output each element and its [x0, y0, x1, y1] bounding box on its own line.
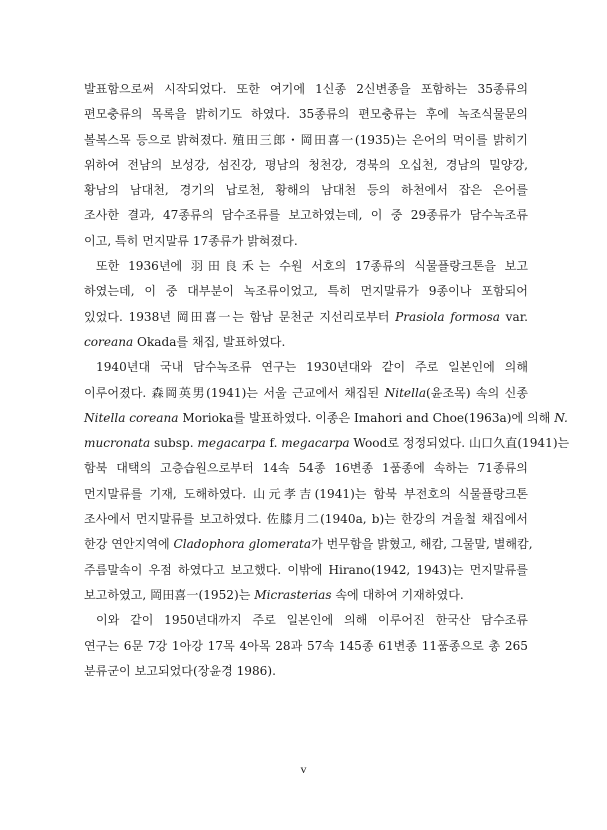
- text-segment: 이고, 특히 먼지말류 17종류가 밝혀졌다.: [84, 233, 298, 248]
- text-segment: 보고하였고, 岡田喜一(1952)는: [84, 587, 255, 602]
- italic-taxon-name: mucronata: [84, 436, 151, 451]
- italic-taxon-name: Prasiola formosa: [395, 309, 500, 324]
- text-segment: 분류군이 보고되었다(장윤경 1986).: [84, 663, 276, 678]
- text-line: [84, 431, 570, 456]
- italic-taxon-name: Micrasterias: [254, 587, 332, 602]
- text-segment: 속에 대하여 기재하였다.: [331, 587, 464, 602]
- text-line: [84, 279, 528, 304]
- text-segment: 위하여 전남의 보성강, 섬진강, 평남의 청천강, 경북의 오십천, 경남의 밀양강,: [84, 157, 528, 172]
- text-segment: Morioka를 발표하였다. 이종은 Imahori and Choe(1963a)에 의해: [178, 410, 555, 425]
- text-segment: 또한 1936년에 羽田良禾는 수원 서호의 17종류의 식물플랑크톤을 보고: [96, 259, 528, 274]
- text-segment: subsp.: [150, 436, 198, 451]
- italic-taxon-name: Cladophora glomerata: [173, 537, 312, 552]
- text-segment: Okada를 채집, 발표하였다.: [133, 334, 286, 349]
- italic-taxon-name: megacarpa: [197, 436, 266, 451]
- italic-taxon-name: N.: [554, 410, 568, 425]
- text-segment: 함북 대택의 고층습원으로부터 14속 54종 16변종 1품종에 속하는 71종류의: [84, 461, 528, 476]
- text-line: [84, 254, 528, 279]
- text-line: [84, 583, 528, 608]
- text-line: [84, 659, 528, 684]
- body-text: [84, 77, 570, 684]
- text-segment: 조사한 결과, 47종류의 담수조류를 보고하였는데, 이 중 29종류가 담수녹조류: [84, 208, 528, 223]
- text-segment: f.: [265, 436, 282, 451]
- text-segment: 있었다. 1938년 岡田喜一는 함남 문천군 지선리로부터: [84, 309, 396, 324]
- text-line: [84, 406, 568, 431]
- text-segment: 볼복스목 등으로 밝혀졌다. 殖田三郎・岡田喜一(1935)는 은어의 먹이를 밝히기: [84, 132, 528, 147]
- text-segment: (윤조목) 속의 신종: [426, 385, 528, 400]
- text-line: [84, 178, 528, 203]
- text-line: [84, 482, 528, 507]
- text-line: [84, 634, 528, 659]
- text-segment: 황남의 남대천, 경기의 납로천, 황해의 남대천 등의 하천에서 잡은 은어를: [84, 183, 528, 198]
- text-line: [84, 532, 533, 557]
- text-segment: 연구는 6문 7강 1아강 17목 4아목 28과 57속 145종 61변종 11품종으로 총 265: [84, 638, 528, 653]
- text-segment: 편모충류의 목록을 밝히기도 하였다. 35종류의 편모충류는 후에 녹조식물문의: [84, 107, 528, 122]
- text-line: [84, 507, 528, 532]
- text-segment: 발표함으로써 시작되었다. 또한 여기에 1신종 2신변종을 포함하는 35종류의: [84, 82, 528, 96]
- text-line: [84, 558, 528, 583]
- text-segment: 이루어졌다. 森岡英男(1941)는 서울 근교에서 채집된: [84, 385, 385, 400]
- page-number: v: [300, 762, 307, 776]
- italic-taxon-name: megacarpa: [281, 436, 350, 451]
- text-line: [84, 381, 528, 406]
- text-segment: 하였는데, 이 중 대부분이 녹조류이었고, 특히 먼지말류가 9종이나 포함되어: [84, 284, 528, 299]
- text-line: [84, 355, 528, 380]
- text-line: [84, 229, 528, 254]
- text-segment: 1940년대 국내 담수녹조류 연구는 1930년대와 같이 주로 일본인에 의해: [96, 360, 528, 375]
- italic-taxon-name: Nitella coreana: [84, 410, 179, 425]
- text-line: [84, 330, 528, 355]
- italic-taxon-name: Nitella: [384, 385, 427, 400]
- text-segment: 주름말속이 우점 하였다고 보고했다. 이밖에 Hirano(1942, 1943)는 먼지말류를: [84, 562, 528, 577]
- text-line: [84, 608, 528, 633]
- text-segment: 가 번무함을 밝혔고, 해캄, 그물말, 별해캄,: [311, 537, 533, 552]
- text-line: [84, 305, 528, 330]
- italic-taxon-name: coreana: [84, 334, 134, 349]
- text-segment: Wood로 정정되었다. 山口久直(1941)는: [349, 436, 570, 451]
- text-line: [84, 203, 528, 228]
- text-segment: 이와 같이 1950년대까지 주로 일본인에 의해 이루어진 한국산 담수조류: [96, 613, 528, 628]
- text-segment: 조사에서 먼지말류를 보고하였다. 佐膝月二(1940a, b)는 한강의 겨울철 채집에서: [84, 512, 528, 527]
- text-line: [84, 456, 528, 481]
- text-line: [84, 77, 528, 102]
- text-line: [84, 102, 528, 127]
- text-segment: 한강 연안지역에: [84, 537, 174, 552]
- text-line: [84, 153, 528, 178]
- text-segment: 먼지말류를 기재, 도해하였다. 山元孝吉(1941)는 함북 부전호의 식물플랑크톤: [84, 486, 528, 501]
- text-line: [84, 128, 528, 153]
- text-segment: var.: [500, 309, 528, 324]
